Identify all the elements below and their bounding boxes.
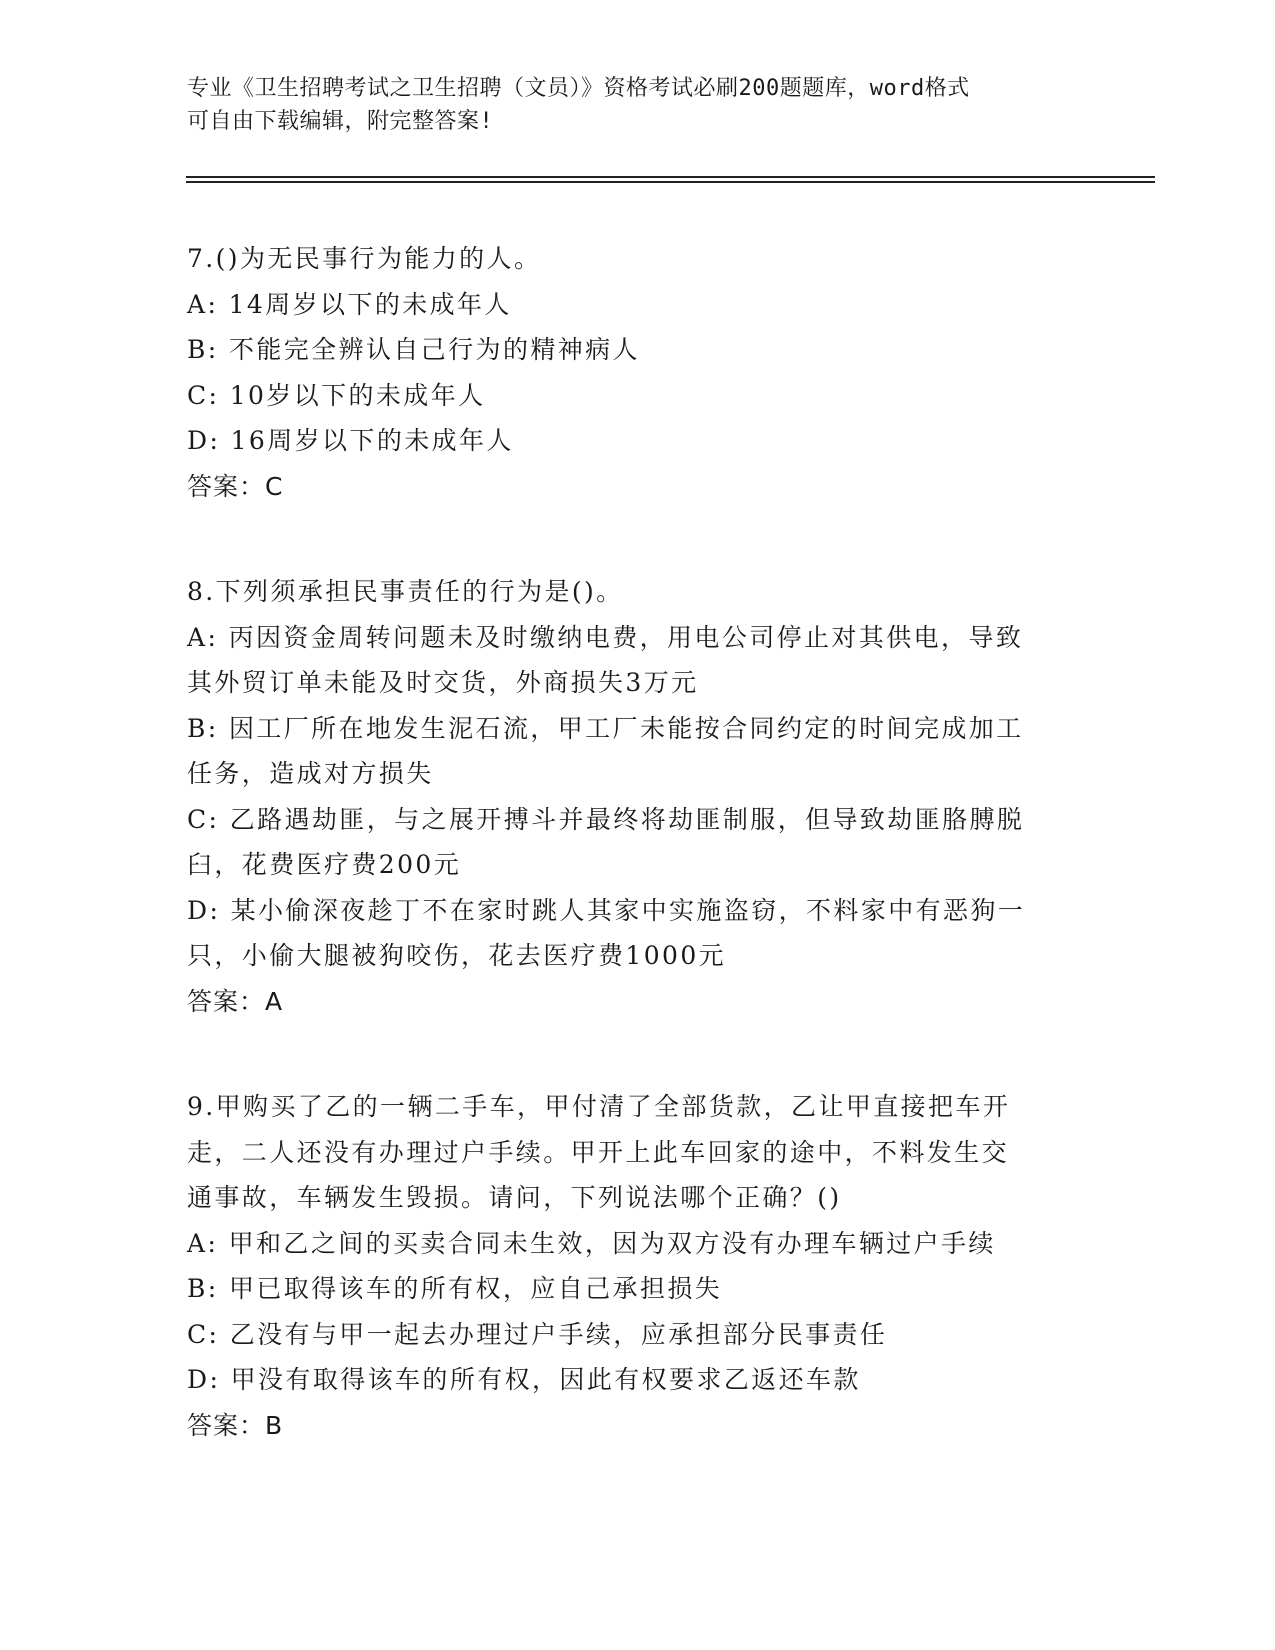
- answer-line: 答案：A: [187, 986, 284, 1016]
- question-list: [187, 236, 1087, 1508]
- option-b: B: 不能完全辨认自己行为的精神病人: [187, 335, 640, 364]
- option-c: C: 乙没有与甲一起去办理过户手续，应承担部分民事责任: [187, 1319, 888, 1349]
- option-a: A: 甲和乙之间的买卖合同未生效，因为双方没有办理车辆过户手续: [187, 1228, 996, 1258]
- question-7: [187, 236, 1087, 509]
- question-stem: 8.下列须承担民事责任的行为是()。: [187, 577, 624, 606]
- option-d: D: 某小偷深夜趁丁不在家时跳人其家中实施盗窃，不料家中有恶狗一: [187, 895, 1026, 925]
- header-title-line: 专业《卫生招聘考试之卫生招聘（文员）》资格考试必刷200题题库，word格式: [187, 76, 970, 101]
- option-c-continued: 臼，花费医疗费200元: [187, 850, 462, 879]
- question-stem: 7.()为无民事行为能力的人。: [187, 244, 542, 273]
- option-b: B: 甲已取得该车的所有权，应自己承担损失: [187, 1274, 723, 1303]
- option-d: D: 16周岁以下的未成年人: [187, 426, 514, 455]
- option-c: C: 乙路遇劫匪，与之展开搏斗并最终将劫匪制服，但导致劫匪胳膊脱: [187, 804, 1025, 834]
- question-stem-continued: 通事故，车辆发生毁损。请问，下列说法哪个正确？(): [187, 1183, 842, 1212]
- question-8: [187, 569, 1087, 1024]
- option-a: A: 丙因资金周转问题未及时缴纳电费，用电公司停止对其供电，导致: [187, 622, 1024, 652]
- option-d: D: 甲没有取得该车的所有权，因此有权要求乙返还车款: [187, 1365, 861, 1394]
- header-divider-bottom: [186, 181, 1155, 183]
- option-d-continued: 只，小偷大腿被狗咬伤，花去医疗费1000元: [187, 941, 727, 970]
- header-divider-top: [186, 176, 1155, 178]
- answer-line: 答案：C: [187, 471, 284, 501]
- option-a: A: 14周岁以下的未成年人: [187, 289, 512, 319]
- question-stem: 9.甲购买了乙的一辆二手车，甲付清了全部货款，乙让甲直接把车开: [187, 1092, 1011, 1121]
- option-b: B: 因工厂所在地发生泥石流，甲工厂未能按合同约定的时间完成加工: [187, 713, 1024, 743]
- option-c: C: 10岁以下的未成年人: [187, 380, 486, 410]
- answer-line: 答案：B: [187, 1410, 284, 1440]
- option-a-continued: 其外贸订单未能及时交货，外商损失3万元: [187, 668, 699, 697]
- header-subtitle-line: 可自由下载编辑，附完整答案!: [187, 109, 494, 134]
- document-header: [187, 72, 1087, 138]
- question-9: [187, 1084, 1087, 1448]
- question-stem-continued: 走，二人还没有办理过户手续。甲开上此车回家的途中，不料发生交: [187, 1137, 1010, 1167]
- option-b-continued: 任务，造成对方损失: [187, 759, 434, 788]
